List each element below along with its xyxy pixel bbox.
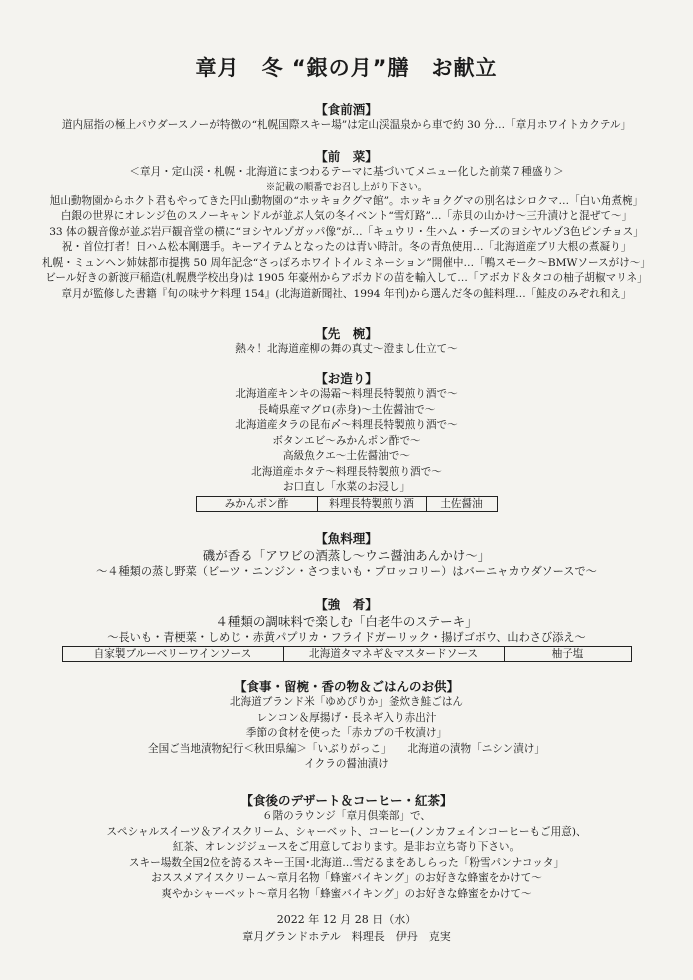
section-sakizuke xyxy=(0,325,693,358)
menu-line: ボタンエビ～みかんポン酢で～ xyxy=(272,434,421,447)
section-heading: 【前 菜】 xyxy=(315,149,378,164)
menu-line: 季節の食材を使った「赤カブの千枚漬け」 xyxy=(245,727,448,739)
menu-line: 道内屈指の極上パウダースノーが特徴の“札幌国際スキー場”は定山渓温泉から車で約 30 分…「章月ホワイトカクテル」 xyxy=(61,119,632,131)
sauce-cell: 料理長特製煎り酒 xyxy=(317,496,426,511)
menu-line: 紅茶、オレンジジュースをご用意しております。是非お立ち寄り下さい。 xyxy=(172,841,521,853)
shiizakana-sauce-table xyxy=(62,646,632,662)
section-heading: 【お造り】 xyxy=(315,371,378,386)
menu-line: 爽やかシャーベット～章月名物「蜂蜜バイキング」のお好きな蜂蜜をかけて～ xyxy=(161,887,532,900)
main-dish: ４種類の調味料で楽しむ「白老牛のステーキ」 xyxy=(215,614,478,629)
menu-line: おススメアイスクリーム～章月名物「蜂蜜バイキング」のお好きな蜂蜜をかけて～ xyxy=(151,872,542,884)
menu-line: スペシャルスイーツ＆アイスクリーム、シャーベット、コーヒー(ノンカフェインコーヒーもご用意)、 xyxy=(106,825,587,838)
section-otsukuri xyxy=(0,370,693,512)
menu-line: お口直し「水菜のお浸し」 xyxy=(282,481,411,493)
zensai-note: ※記載の順番でお召し上がり下さい。 xyxy=(265,181,428,193)
menu-line: ビール好きの新渡戸稲造(札幌農学校出身)は 1905 年豪州からアボカドの苗を輸入して…「アボカド＆タコの柚子胡椒マリネ」 xyxy=(45,272,648,284)
menu-line: スキー場数全国2位を誇るスキー王国･北海道…雪だるまをあしらった「粉雪パンナコッタ」 xyxy=(128,856,565,869)
menu-line: 札幌・ミュンヘン姉妹都市提携 50 周年記念“さっぽろホワイトイルミネーション”開催中…「鴨スモーク～BMWソースがけ～」 xyxy=(42,256,651,269)
section-shokuzenshu xyxy=(0,101,693,134)
menu-line: 祝・首位打者！日ハム松本剛選手。キーアイテムとなったのは青い時計。冬の青魚使用…「北海道産ブリ大根の煮凝り」 xyxy=(61,241,632,253)
menu-line: 白銀の世界にオレンジ色のスノーキャンドルが並ぶ人気の冬イベント“雪灯路”…「赤貝の山かけ～三升漬けと混ぜて～」 xyxy=(60,210,633,222)
section-heading: 【先 椀】 xyxy=(315,326,378,341)
dish-detail: ～４種類の蒸し野菜（ビーツ・ニンジン・さつまいも・ブロッコリー）はバーニャカウダソースで～ xyxy=(96,565,597,578)
dish-detail: ～長いも・青梗菜・しめじ・赤黄パプリカ・フライドガーリック・揚げゴボウ、山わさび添え～ xyxy=(107,631,586,644)
menu-line: 熱々！北海道産柳の舞の真丈～澄まし仕立て～ xyxy=(235,343,458,355)
menu-line: 33 体の観音像が並ぶ岩戸観音堂の横に“ヨシヤルゾガッパ像”が…「キュウリ・生ハム・チーズのヨシヤルゾ3色ピンチョス」 xyxy=(49,225,644,238)
section-heading: 【魚料理】 xyxy=(315,531,378,546)
section-heading: 【食前酒】 xyxy=(315,102,378,117)
menu-line: 北海道ブランド米「ゆめぴりか」釜炊き鮭ごはん xyxy=(229,696,464,708)
sauce-cell: 柚子塩 xyxy=(504,647,631,662)
sauce-cell: 自家製ブルーベリーワインソース xyxy=(62,647,283,662)
sauce-cell: みかんポン酢 xyxy=(196,496,317,511)
menu-line: 北海道産タラの昆布〆～料理長特製煎り酒で～ xyxy=(235,419,458,431)
section-heading: 【強 肴】 xyxy=(315,597,378,612)
section-dessert xyxy=(0,792,693,902)
menu-line: 全国ご当地漬物紀行＜秋田県編＞「いぶりがっこ」 北海道の漬物「ニシン漬け」 xyxy=(148,742,545,755)
section-shokuji xyxy=(0,678,693,773)
section-heading: 【食後のデザート＆コーヒー・紅茶】 xyxy=(240,793,453,808)
menu-line: イクラの醤油漬け xyxy=(304,758,389,770)
otsukuri-sauce-table xyxy=(196,496,498,512)
menu-line: 高級魚クエ～土佐醤油で～ xyxy=(283,450,410,462)
main-dish: 磯が香る「アワビの酒蒸し～ウニ醤油あんかけ～」 xyxy=(202,548,491,563)
menu-line: ６階のラウンジ「章月倶楽部」で、 xyxy=(261,810,432,822)
menu-line: 北海道産ホタテ～料理長特製煎り酒で～ xyxy=(251,465,442,478)
section-shiizakana xyxy=(0,596,693,662)
menu-date: 2022 年 12 月 28 日（水） xyxy=(276,913,417,926)
zensai-intro: ＜章月・定山渓・札幌・北海道にまつわるテーマに基づいてメニュー化した前菜７種盛り＞ xyxy=(129,166,564,178)
chef-signature: 章月グランドホテル 料理長 伊丹 克実 xyxy=(242,930,451,943)
footer xyxy=(0,911,693,945)
section-heading: 【食事・留椀・香の物＆ごはんのお供】 xyxy=(233,679,459,694)
sauce-cell: 北海道タマネギ＆マスタードソース xyxy=(283,647,504,662)
menu-line: 章月が監修した書籍『旬の味サケ料理 154』(北海道新聞社、1994 年刊)から選んだ冬の鮭料理…「鮭皮のみぞれ和え」 xyxy=(61,287,632,300)
section-zensai xyxy=(0,148,693,302)
page-title: 章月 冬 “銀の月”膳 お献立 xyxy=(195,56,498,80)
menu-line: 長崎県産マグロ(赤身)～土佐醤油で～ xyxy=(257,403,436,416)
menu-line: 旭山動物園からホクト君もやってきた円山動物園の“ホッキョクグマ館”。ホッキョクグマの別名はシロクマ…「白い角煮椀」 xyxy=(49,194,644,207)
menu-line: 北海道産キンキの湯霜～料理長特製煎り酒で～ xyxy=(235,388,458,400)
section-sakana xyxy=(0,530,693,580)
menu-line: レンコン＆厚揚げ・長ネギ入り赤出汁 xyxy=(256,711,437,724)
sauce-cell: 土佐醤油 xyxy=(426,496,497,511)
